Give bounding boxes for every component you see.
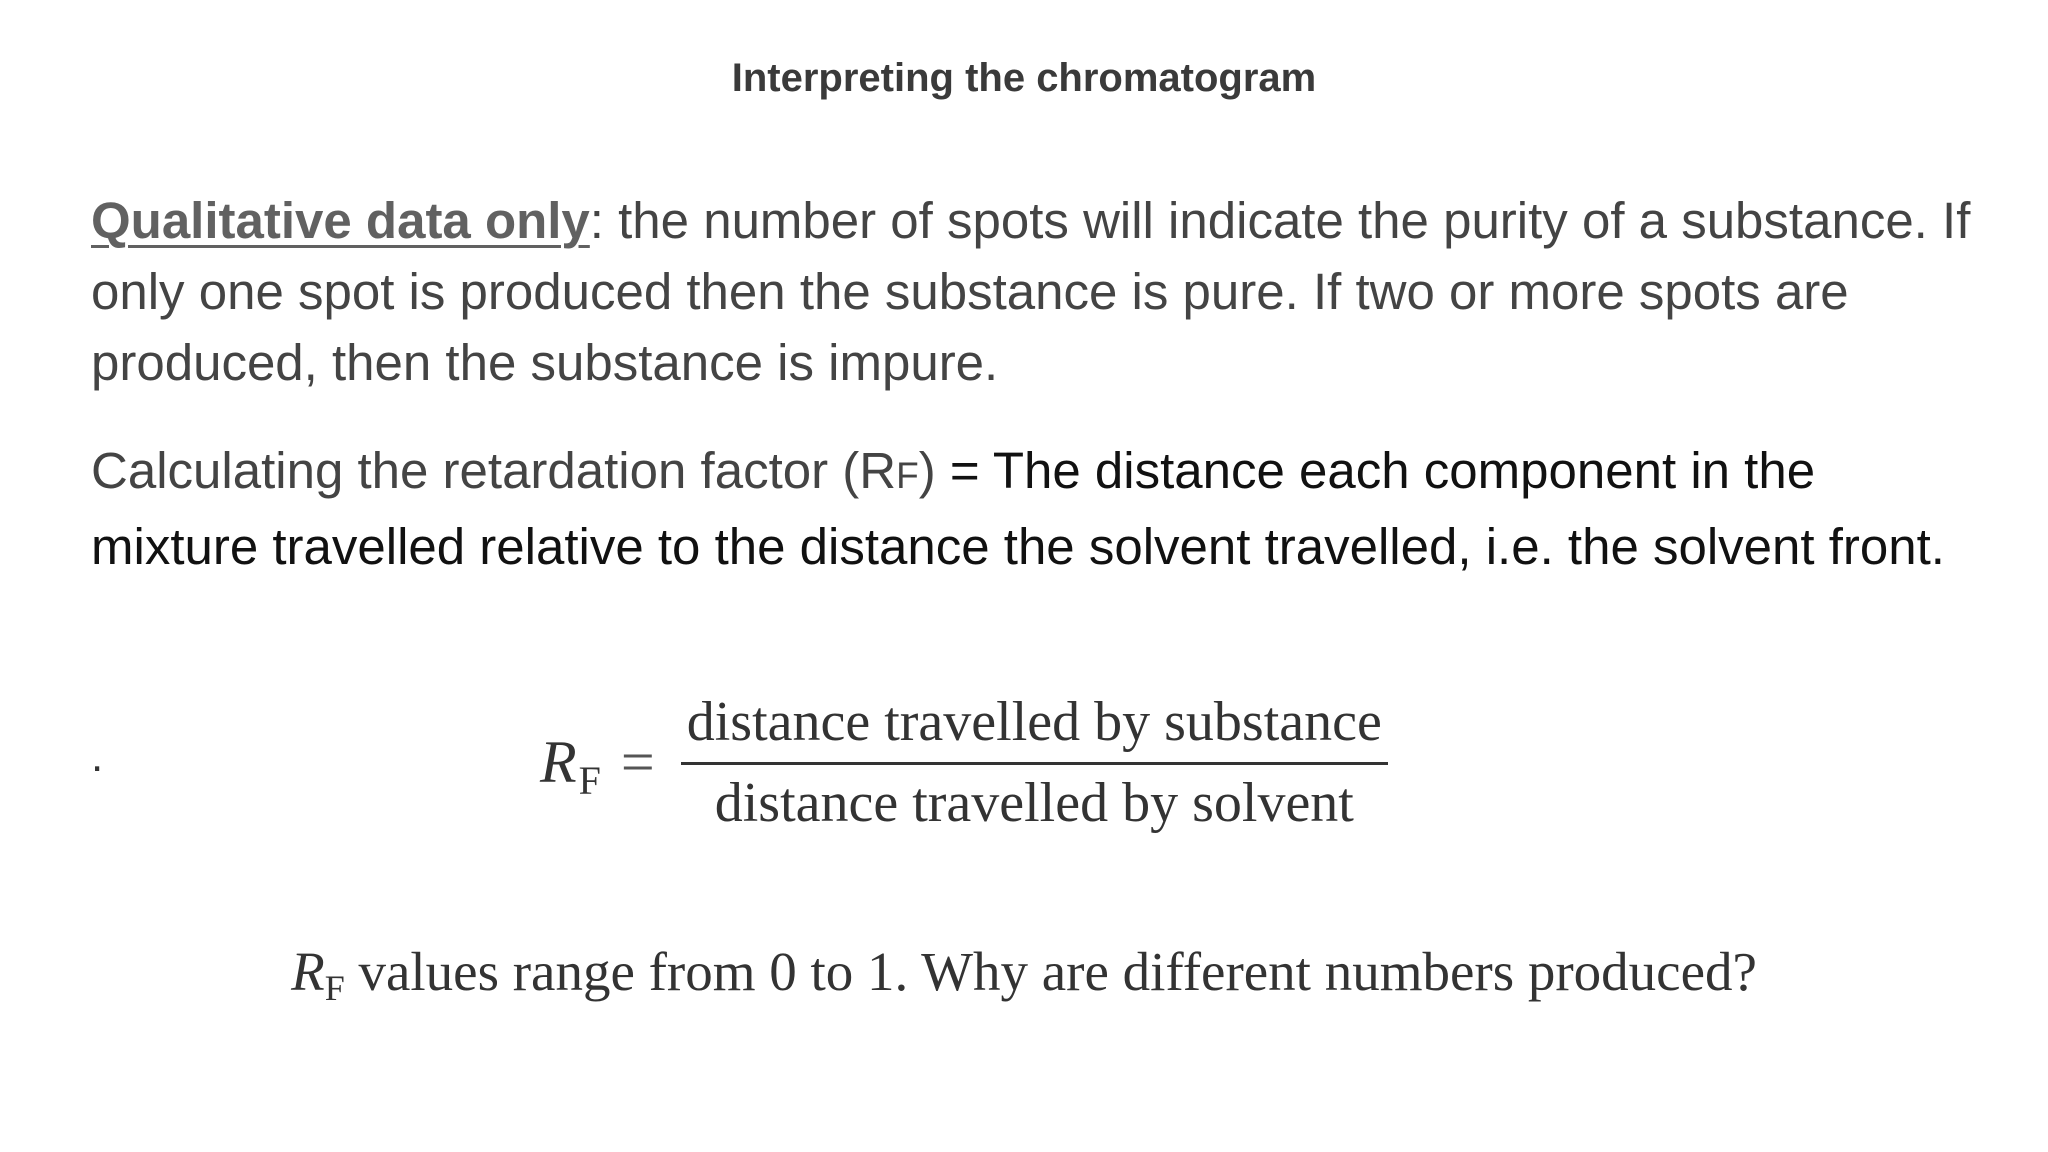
formula-lhs [540,728,601,803]
rf-formula [540,690,1388,835]
formula-lhs-symbol: R [540,729,577,795]
note-text: values range from 0 to 1. Why are different numbers produced? [344,941,1757,1002]
note-symbol: R [291,941,325,1002]
note-rf-symbol [291,941,345,1008]
formula-equals: = [620,729,655,795]
rf-definition-sub: F [896,455,919,496]
slide-title: Interpreting the chromatogram [731,56,1317,100]
note-subscript: F [324,968,345,1008]
formula-lhs-subscript: F [578,758,601,803]
bullet-dot: . [91,732,104,781]
rf-definition-paragraph [91,435,1991,582]
formula-denominator: distance travelled by solvent [714,772,1354,834]
qualitative-heading: Qualitative data only [91,192,590,249]
rf-definition-prefix: Calculating the retardation factor (R [91,442,897,499]
qualitative-paragraph [91,185,1991,398]
rf-definition-text: = The distance each component in the mixture travelled relative to the distance the solvent travelled, i.e. the solvent front. [91,442,1945,575]
formula-fraction [681,690,1388,835]
qualitative-text: : the number of spots will indicate the purity of a substance. If only one spot is produced then the substance is pure. If two or more spots are produced, then the substance is impure. [91,192,1971,391]
rf-range-note [0,940,2048,1008]
rf-definition-suffix: ) [918,442,936,499]
formula-numerator: distance travelled by substance [681,690,1388,765]
